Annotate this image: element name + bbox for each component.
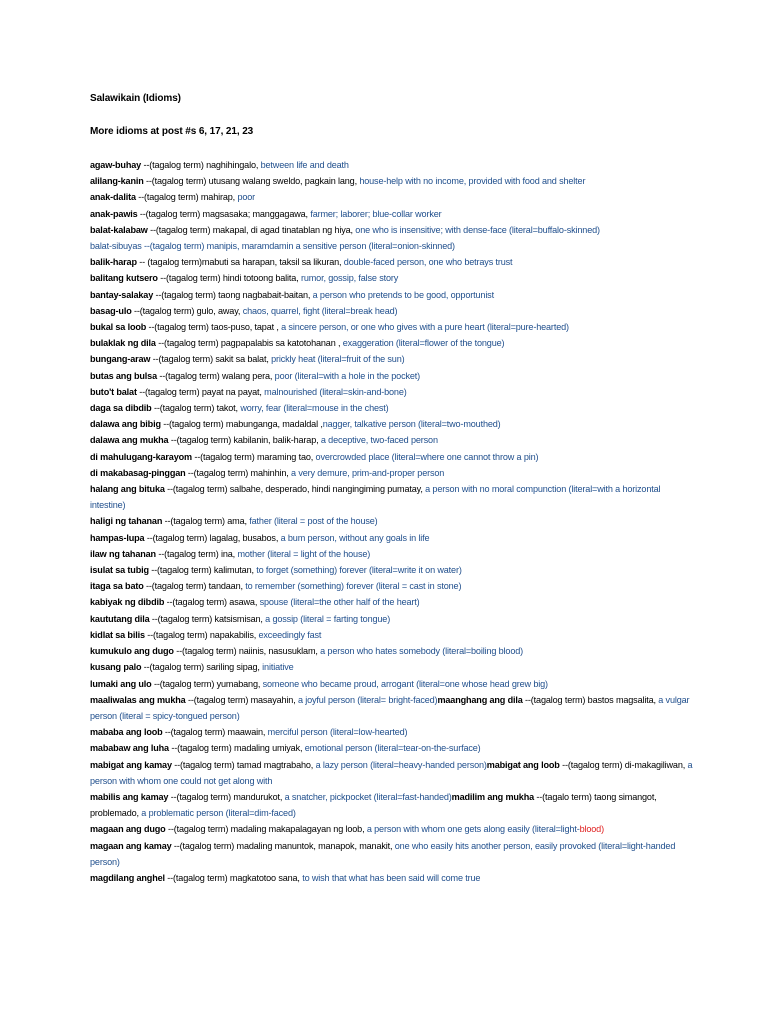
- idiom-tagalog-meaning: --(tagalog term) mandurukot,: [168, 791, 285, 802]
- idiom-list: [90, 157, 698, 886]
- idiom-english-meaning: to wish that what has been said will come true: [302, 872, 481, 883]
- idiom-english-meaning: to forget (something) forever (literal=write it on water): [256, 565, 462, 576]
- idiom-english-meaning: worry, fear (literal=mouse in the chest): [240, 403, 389, 414]
- idiom-entry: [90, 513, 698, 529]
- idiom-tagalog-meaning: --(tagalog term) ina,: [155, 548, 238, 559]
- idiom-term: daga sa dibdib: [90, 403, 152, 414]
- idiom-english-meaning: prickly heat (literal=fruit of the sun): [271, 354, 405, 365]
- idiom-english-meaning: emotional person (literal=tear-on-the-surface): [304, 743, 481, 754]
- idiom-entry: [90, 578, 698, 594]
- idiom-english-meaning: exaggeration (literal=flower of the tongue): [342, 338, 505, 349]
- idiom-entry: [90, 821, 698, 837]
- idiom-term: kusang palo: [90, 662, 142, 673]
- idiom-entry: [90, 351, 698, 367]
- idiom-term: maanghang ang dila: [437, 694, 523, 705]
- document-subtitle: More idioms at post #s 6, 17, 21, 23: [90, 126, 254, 137]
- idiom-term: dalawa ang mukha: [90, 435, 169, 446]
- idiom-english-meaning: nagger, talkative person (literal=two-mouthed): [322, 419, 501, 430]
- idiom-english-meaning: a lazy person (literal=heavy-handed person): [315, 759, 487, 770]
- idiom-term: basag-ulo: [90, 305, 132, 316]
- idiom-english-meaning: a problematic person (literal=dim-faced): [141, 808, 296, 819]
- idiom-tagalog-meaning: --(tagalog term) mabunganga, madaldal ,: [160, 419, 323, 430]
- idiom-english-meaning: a bum person, without any goals in life: [280, 532, 430, 543]
- idiom-tagalog-meaning: --(tagalog term) taong nagbabait-baitan,: [153, 289, 313, 300]
- idiom-tagalog-meaning: --(tagalog term) tandaan,: [143, 581, 246, 592]
- idiom-term: magdilang anghel: [90, 872, 165, 883]
- idiom-entry: [90, 319, 698, 335]
- idiom-tagalog-meaning: --(tagalog term) payat na payat,: [136, 386, 265, 397]
- idiom-entry: [90, 254, 698, 270]
- idiom-english-meaning: to remember (something) forever (literal = cast in stone): [245, 581, 462, 592]
- idiom-english-meaning: one who is insensitive; with dense-face (literal=buffalo-skinned): [355, 224, 600, 235]
- idiom-entry: [90, 870, 698, 886]
- idiom-english-meaning: house-help with no income, provided with food and shelter: [359, 176, 586, 187]
- idiom-entry: [90, 530, 698, 546]
- idiom-term: balat-kalabaw: [90, 224, 148, 235]
- idiom-english-meaning: a sincere person, or one who gives with a pure heart (literal=pure-hearted): [281, 322, 569, 333]
- idiom-entry: [90, 627, 698, 643]
- idiom-english-meaning: initiative: [262, 662, 294, 673]
- idiom-term: madilim ang mukha: [451, 791, 535, 802]
- idiom-tagalog-meaning: --(tagalog term) asawa,: [164, 597, 260, 608]
- idiom-entry: [90, 676, 698, 692]
- idiom-entry: [90, 189, 698, 205]
- idiom-entry: [90, 416, 698, 432]
- idiom-english-meaning: father (literal = post of the house): [249, 516, 378, 527]
- idiom-english-meaning: a joyful person (literal= bright-faced): [297, 694, 438, 705]
- idiom-english-meaning: poor: [237, 192, 256, 203]
- idiom-tagalog-meaning: --(tagalog term) bastos magsalita,: [522, 694, 659, 705]
- idiom-entry: [90, 465, 698, 481]
- idiom-english-meaning: a gossip (literal = farting tongue): [265, 613, 391, 624]
- idiom-entry: [90, 157, 698, 173]
- idiom-entry: [90, 838, 698, 870]
- idiom-tagalog-meaning: --(tagalog term) mahirap,: [135, 192, 238, 203]
- idiom-english-meaning: exceedingly fast: [258, 629, 322, 640]
- idiom-english-meaning: a snatcher, pickpocket (literal=fast-handed): [284, 791, 452, 802]
- idiom-entry: [90, 757, 698, 789]
- idiom-english-meaning: spouse (literal=the other half of the heart): [259, 597, 420, 608]
- idiom-term: bukal sa loob: [90, 322, 147, 333]
- idiom-tagalog-meaning: --(tagalog term) naghihingalo,: [141, 160, 261, 170]
- idiom-tagalog-meaning: --(tagalog term) salbahe, desperado, hindi nangingiming pumatay,: [164, 484, 426, 495]
- idiom-term: di mahulugang-karayom: [90, 451, 192, 462]
- idiom-term: kidlat sa bilis: [90, 629, 145, 640]
- idiom-entry: [90, 270, 698, 286]
- idiom-term: mabigat ang loob: [486, 759, 560, 770]
- idiom-english-meaning: farmer; laborer; blue-collar worker: [310, 208, 442, 219]
- idiom-term: dalawa ang bibig: [90, 419, 161, 430]
- idiom-english-meaning: overcrowded place (literal=where one cannot throw a pin): [315, 451, 539, 462]
- idiom-english-meaning: a person with whom one could not get along with: [90, 759, 693, 786]
- idiom-english-meaning: a very demure, prim-and-proper person: [291, 467, 445, 478]
- idiom-tagalog-meaning: --(tagalog term) manipis, maramdamin: [141, 241, 296, 252]
- idiom-entry: [90, 238, 698, 254]
- idiom-term: isulat sa tubig: [90, 565, 149, 576]
- idiom-term: bulaklak ng dila: [90, 338, 156, 349]
- idiom-tagalog-meaning: --(tagalog term) gulo, away,: [131, 305, 243, 316]
- idiom-entry: [90, 724, 698, 740]
- idiom-english-meaning: malnourished (literal=skin-and-bone): [264, 386, 407, 397]
- idiom-term: kaututang dila: [90, 613, 150, 624]
- idiom-tagalog-meaning: --(tagalog term) walang pera,: [156, 370, 275, 381]
- idiom-tagalog-meaning: --(tagalog term) sakit sa balat,: [150, 354, 272, 365]
- idiom-tagalog-meaning: --(tagalog term) kabilanin, balik-harap,: [168, 435, 321, 446]
- idiom-entry: [90, 206, 698, 222]
- idiom-term: balitang kutsero: [90, 273, 158, 284]
- idiom-english-meaning: mother (literal = light of the house): [237, 548, 371, 559]
- idiom-term: mabigat ang kamay: [90, 759, 172, 770]
- idiom-english-meaning: a person with whom one gets along easily (literal=light-: [366, 824, 580, 835]
- idiom-tagalog-meaning: --(tagalo term) taong simangot, problemado,: [90, 791, 657, 819]
- idiom-english-meaning: a person with no moral compunction (literal=with a horizontal intestine): [90, 484, 661, 511]
- idiom-term: anak-dalita: [90, 192, 136, 203]
- idiom-tagalog-meaning: --(tagalog term) mahinhin,: [185, 467, 292, 478]
- idiom-tagalog-meaning: --(tagalog term) naiinis, nasusuklam,: [173, 646, 321, 657]
- idiom-term: magaan ang dugo: [90, 824, 166, 835]
- idiom-entry: [90, 659, 698, 675]
- idiom-entry: [90, 740, 698, 756]
- idiom-tagalog-meaning: --(tagalog term) katsismisan,: [149, 613, 266, 624]
- idiom-term: hampas-lupa: [90, 532, 145, 543]
- idiom-term: anak-pawis: [90, 208, 138, 219]
- idiom-term: itaga sa bato: [90, 581, 144, 592]
- idiom-term: bantay-salakay: [90, 289, 154, 300]
- idiom-entry: [90, 594, 698, 610]
- idiom-term: mabilis ang kamay: [90, 791, 169, 802]
- idiom-term: halang ang bituka: [90, 484, 165, 495]
- idiom-tagalog-meaning: --(tagalog term) masayahin,: [185, 694, 298, 705]
- idiom-highlight: blood): [579, 824, 604, 835]
- idiom-entry: [90, 481, 698, 513]
- idiom-term: haligi ng tahanan: [90, 516, 163, 527]
- idiom-english-meaning: double-faced person, one who betrays trust: [343, 257, 513, 268]
- idiom-term: mababaw ang luha: [90, 743, 169, 754]
- idiom-entry: [90, 400, 698, 416]
- idiom-term: balik-harap: [90, 257, 137, 268]
- idiom-term: mababa ang loob: [90, 727, 163, 738]
- idiom-entry: [90, 611, 698, 627]
- idiom-term: kabiyak ng dibdib: [90, 597, 165, 608]
- idiom-entry: [90, 173, 698, 189]
- idiom-entry: [90, 368, 698, 384]
- idiom-entry: [90, 335, 698, 351]
- idiom-english-meaning: a sensitive person (literal=onion-skinned): [295, 241, 455, 252]
- idiom-english-meaning: chaos, quarrel, fight (literal=break head): [242, 305, 398, 316]
- idiom-term: balat-sibuyas: [90, 241, 142, 252]
- idiom-term: maaliwalas ang mukha: [90, 694, 186, 705]
- idiom-tagalog-meaning: --(tagalog term) tamad magtrabaho,: [171, 759, 316, 770]
- idiom-entry: [90, 789, 698, 821]
- idiom-english-meaning: merciful person (literal=low-hearted): [267, 727, 408, 738]
- idiom-entry: [90, 222, 698, 238]
- idiom-term: alilang-kanin: [90, 176, 144, 187]
- idiom-tagalog-meaning: -- (tagalog term)mabuti sa harapan, taksil sa likuran,: [136, 257, 344, 268]
- idiom-tagalog-meaning: --(tagalog term) maawain,: [162, 727, 268, 738]
- idiom-term: di makabasag-pinggan: [90, 467, 186, 478]
- idiom-entry: [90, 384, 698, 400]
- idiom-tagalog-meaning: --(tagalog term) madaling umiyak,: [168, 743, 305, 754]
- idiom-tagalog-meaning: --(tagalog term) madaling manuntok, manapok, manakit,: [171, 840, 395, 851]
- document-title: Salawikain (Idioms): [90, 93, 181, 104]
- idiom-tagalog-meaning: --(tagalog term) magkatotoo sana,: [164, 872, 303, 883]
- idiom-entry: [90, 303, 698, 319]
- idiom-tagalog-meaning: --(tagalog term) kalimutan,: [148, 565, 257, 576]
- idiom-english-meaning: someone who became proud, arrogant (literal=one whose head grew big): [262, 678, 548, 689]
- idiom-tagalog-meaning: --(tagalog term) utusang walang sweldo, pagkain lang,: [143, 176, 360, 187]
- idiom-term: kumukulo ang dugo: [90, 646, 174, 657]
- idiom-tagalog-meaning: --(tagalog term) maraming tao,: [191, 451, 316, 462]
- idiom-english-meaning: rumor, gossip, false story: [300, 273, 399, 284]
- idiom-term: magaan ang kamay: [90, 840, 172, 851]
- idiom-tagalog-meaning: --(tagalog term) taos-puso, tapat ,: [146, 322, 282, 333]
- idiom-english-meaning: between life and death: [260, 160, 349, 170]
- idiom-tagalog-meaning: --(tagalog term) hindi totoong balita,: [157, 273, 301, 284]
- idiom-term: bungang-araw: [90, 354, 151, 365]
- idiom-entry: [90, 546, 698, 562]
- idiom-english-meaning: a person who pretends to be good, opportunist: [312, 289, 494, 300]
- idiom-term: lumaki ang ulo: [90, 678, 152, 689]
- idiom-tagalog-meaning: --(tagalog term) napakabilis,: [144, 629, 259, 640]
- idiom-entry: [90, 643, 698, 659]
- idiom-term: ilaw ng tahanan: [90, 548, 156, 559]
- idiom-entry: [90, 562, 698, 578]
- idiom-entry: [90, 287, 698, 303]
- idiom-english-meaning: a vulgar person (literal = spicy-tongued person): [90, 694, 690, 721]
- idiom-entry: [90, 432, 698, 448]
- idiom-tagalog-meaning: --(tagalog term) sariling sipag,: [141, 662, 263, 673]
- idiom-tagalog-meaning: --(tagalog term) lagalag, busabos,: [144, 532, 281, 543]
- idiom-english-meaning: a person who hates somebody (literal=boiling blood): [320, 646, 524, 657]
- idiom-tagalog-meaning: --(tagalog term) magsasaka; manggagawa,: [137, 208, 311, 219]
- idiom-term: buto't balat: [90, 386, 137, 397]
- idiom-tagalog-meaning: --(tagalog term) pagpapalabis sa katotohanan ,: [155, 338, 343, 349]
- idiom-entry: [90, 692, 698, 724]
- idiom-tagalog-meaning: --(tagalog term) takot,: [151, 403, 241, 414]
- idiom-entry: [90, 449, 698, 465]
- idiom-term: butas ang bulsa: [90, 370, 157, 381]
- idiom-english-meaning: one who easily hits another person, easily provoked (literal=light-handed person): [90, 840, 676, 867]
- idiom-tagalog-meaning: --(tagalog term) yumabang,: [151, 678, 263, 689]
- idiom-tagalog-meaning: --(tagalog term) ama,: [162, 516, 250, 527]
- idiom-tagalog-meaning: --(tagalog term) makapal, di agad tinatablan ng hiya,: [147, 224, 356, 235]
- idiom-tagalog-meaning: --(tagalog term) di-makagiliwan,: [559, 759, 688, 770]
- idiom-english-meaning: poor (literal=with a hole in the pocket): [274, 370, 421, 381]
- idiom-tagalog-meaning: --(tagalog term) madaling makapalagayan ng loob,: [165, 824, 367, 835]
- idiom-term: agaw-buhay: [90, 160, 142, 170]
- idiom-english-meaning: a deceptive, two-faced person: [320, 435, 438, 446]
